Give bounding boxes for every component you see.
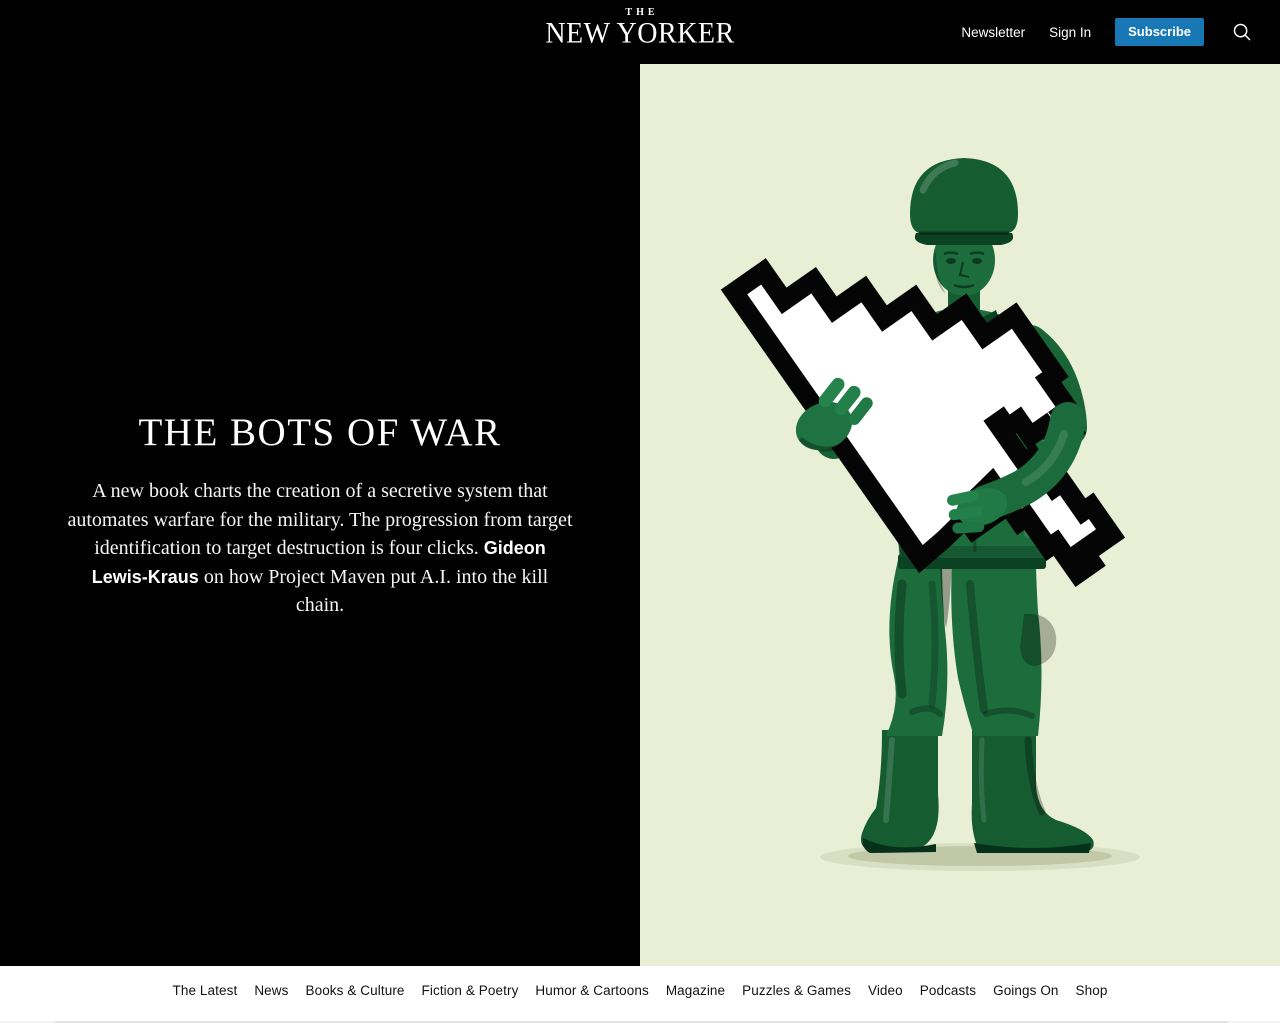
hero-dek-text: A new book charts the creation of a secretive system that automates warfare for the military. The progression from target identification to target destruction is four clicks. — [67, 480, 573, 560]
soldier-pants — [886, 554, 1056, 736]
search-icon-glyph — [1232, 22, 1252, 42]
site-header — [0, 0, 1280, 64]
nav-item-humor-cartoons[interactable]: Humor & Cartoons — [535, 983, 649, 998]
newsletter-link[interactable]: Newsletter — [961, 24, 1026, 40]
hero-dek — [66, 477, 574, 620]
nav-item-books-culture[interactable]: Books & Culture — [305, 983, 405, 998]
hero-title-link[interactable]: THE BOTS OF WAR — [138, 411, 502, 455]
hero-author: Gideon Lewis-Kraus — [91, 538, 546, 587]
section-divider — [0, 1015, 1280, 1024]
logo-line-the: THE — [625, 7, 659, 18]
logo-line-new-yorker: NEW YORKER — [545, 17, 735, 50]
nav-item-fiction-poetry[interactable]: Fiction & Poetry — [421, 983, 519, 998]
divider-line — [55, 1021, 1228, 1023]
hero-dek-text-after: on how Project Maven put A.I. into the kill chain. — [198, 565, 549, 617]
nav-item-magazine[interactable]: Magazine — [665, 983, 726, 998]
section-nav — [0, 966, 1280, 1015]
hero-image-link[interactable] — [640, 64, 1280, 966]
nav-item-the-latest[interactable]: The Latest — [172, 983, 238, 998]
hero-text-panel — [0, 64, 640, 966]
nav-item-podcasts[interactable]: Podcasts — [919, 983, 977, 998]
site-logo[interactable] — [545, 8, 734, 48]
header-utilities — [961, 18, 1280, 46]
search-icon[interactable] — [1232, 22, 1252, 42]
nav-item-goings-on[interactable]: Goings On — [993, 983, 1059, 998]
subscribe-button[interactable]: Subscribe — [1115, 18, 1204, 46]
nav-item-puzzles-games[interactable]: Puzzles & Games — [742, 983, 851, 998]
nav-item-shop[interactable]: Shop — [1075, 983, 1108, 998]
hero-illustration — [640, 64, 1280, 966]
hero-section — [0, 64, 1280, 966]
sign-in-link[interactable]: Sign In — [1049, 24, 1092, 40]
nav-item-news[interactable]: News — [254, 983, 289, 998]
nav-item-video[interactable]: Video — [867, 983, 903, 998]
